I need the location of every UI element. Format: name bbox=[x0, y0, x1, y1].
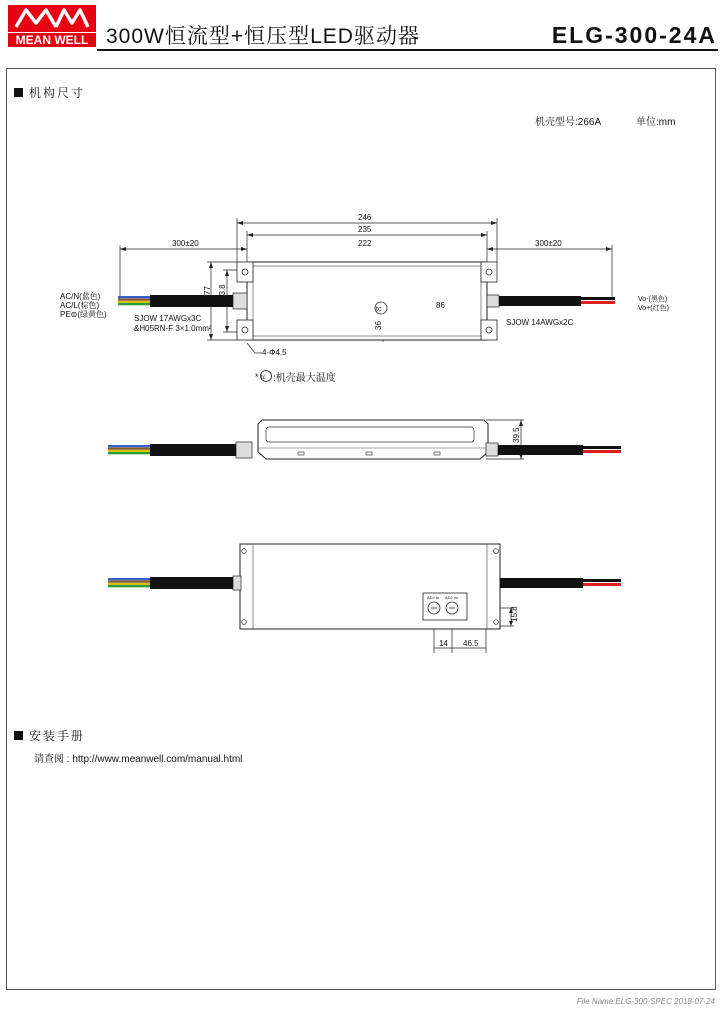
section-heading-mechanical: 机构尺寸 bbox=[14, 84, 85, 101]
output-cable-spec: SJOW 14AWGx2C bbox=[506, 318, 574, 327]
tc-point-label: tc bbox=[376, 306, 382, 313]
tc-symbol-text: tc bbox=[261, 375, 266, 381]
dim-222: 222 bbox=[358, 239, 372, 248]
section-heading-install: 安装手册 bbox=[14, 727, 85, 744]
input-cable-spec-2: &H05RN-F 3×1.0mm² bbox=[134, 324, 212, 333]
input-wire-l-label: AC/L(棕色) bbox=[60, 301, 100, 310]
dim-14: 14 bbox=[439, 639, 448, 648]
tc-note bbox=[255, 371, 336, 385]
adj-io-label: ADJ.Io bbox=[427, 595, 440, 600]
adj-vo-label: ADJ.Vo bbox=[445, 595, 459, 600]
dim-246: 246 bbox=[358, 213, 372, 222]
dim-300-left: 300±20 bbox=[172, 239, 199, 248]
unit-label: 单位:mm bbox=[636, 117, 676, 128]
input-wire-n-label: AC/N(蓝色) bbox=[60, 292, 101, 301]
bottom-view bbox=[108, 544, 621, 629]
output-wire-neg-label: Vo-(黑色) bbox=[638, 296, 668, 303]
logo-text: MEAN WELL bbox=[8, 32, 96, 47]
case-number: 机壳型号:266A bbox=[535, 117, 602, 128]
input-wire-pe-label: PE⊜(绿黄色) bbox=[60, 310, 107, 319]
dim-235: 235 bbox=[358, 225, 372, 234]
footer-file-name: File Name:ELG-300-SPEC 2018-07-24 bbox=[576, 997, 715, 1006]
output-wire-pos-label: Vo+(红色) bbox=[638, 305, 669, 312]
dim-53-8: 53.8 bbox=[218, 284, 227, 300]
dim-39-5: 39.5 bbox=[512, 427, 521, 443]
bullet-square-icon bbox=[14, 731, 23, 740]
dim-46-5: 46.5 bbox=[463, 639, 479, 648]
dim-86: 86 bbox=[436, 301, 445, 310]
mounting-hole-label: 4-Φ4.5 bbox=[262, 348, 287, 357]
model-number: ELG-300-24A bbox=[551, 22, 717, 48]
tc-note-mark: * bbox=[255, 372, 259, 382]
dim-36: 36 bbox=[374, 321, 383, 330]
input-cable-spec-1: SJOW 17AWGx3C bbox=[134, 314, 202, 323]
manual-link[interactable]: 请查阅 : http://www.meanwell.com/manual.html bbox=[34, 754, 243, 765]
page-title: 300W恒流型+恒压型LED驱动器 bbox=[106, 25, 420, 48]
tc-note-text: :机壳最大温度 bbox=[273, 373, 336, 384]
dim-300-right: 300±20 bbox=[535, 239, 562, 248]
side-view bbox=[108, 420, 621, 459]
dim-15-8: 15.8 bbox=[510, 606, 519, 622]
dim-77: 77 bbox=[203, 286, 212, 295]
